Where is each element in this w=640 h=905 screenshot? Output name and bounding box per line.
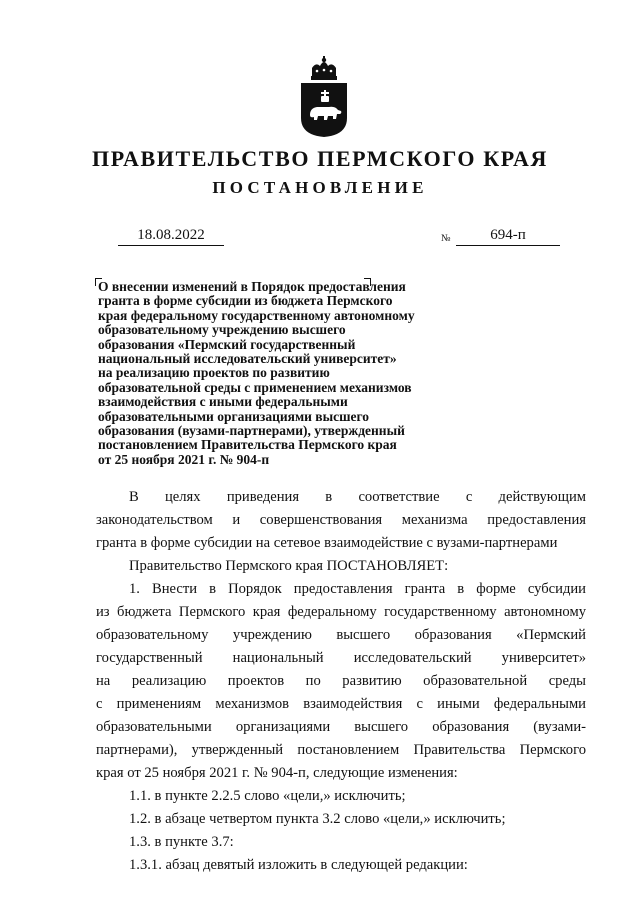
document-date: 18.08.2022 bbox=[118, 227, 224, 246]
subject-line: образования «Пермский государственный bbox=[98, 336, 356, 352]
item-1-line: партнерами), утвержденный постановлением Правительства Пермского bbox=[96, 742, 586, 758]
crown-icon bbox=[311, 56, 337, 80]
subject-line: образования (вузами-партнерами), утвержденный bbox=[98, 423, 405, 439]
item-1-line: на реализацию проектов по развитию образовательной среды bbox=[96, 673, 586, 689]
subject-line: национальный исследовательский университет» bbox=[98, 351, 397, 367]
subject-line: образовательной среды с применением механизмов bbox=[98, 379, 412, 395]
item-1-line: с применениям механизмов взаимодействия с иными федеральными bbox=[96, 696, 586, 712]
preamble-line: законодательством и совершенствования механизма предоставления bbox=[96, 512, 586, 528]
subject-line: О внесении изменений в Порядок предоставления bbox=[98, 279, 406, 294]
subject-line: гранта в форме субсидии из бюджета Пермского bbox=[98, 293, 393, 309]
resolution-statement: Правительство Пермского края ПОСТАНОВЛЯЕТ: bbox=[129, 558, 449, 574]
sub-item: 1.2. в абзаце четвертом пункта 3.2 слово «цели,» исключить; bbox=[129, 811, 506, 827]
item-1-line: образовательному учреждению высшего образования «Пермский bbox=[96, 627, 586, 643]
subject-line: образовательному учреждению высшего bbox=[98, 322, 346, 338]
preamble-line: В целях приведения в соответствие с действующим bbox=[129, 489, 586, 505]
preamble-line: гранта в форме субсидии на сетевое взаимодействие с вузами-партнерами bbox=[96, 535, 558, 551]
subject-line: постановлением Правительства Пермского края bbox=[98, 437, 397, 453]
item-1-line: образовательными организациями высшего образования (вузами- bbox=[96, 719, 586, 735]
sub-item: 1.3. в пункте 3.7: bbox=[129, 834, 234, 850]
subject-line: от 25 ноября 2021 г. № 904-п bbox=[98, 451, 270, 467]
document-number: 694-п bbox=[456, 227, 560, 246]
item-1-line: из бюджета Пермского края федеральному государственному автономному bbox=[96, 604, 586, 620]
subject-line: на реализацию проектов по развитию bbox=[98, 365, 330, 381]
number-sign: № bbox=[441, 233, 451, 244]
document-body bbox=[96, 486, 586, 877]
perm-krai-coat-of-arms bbox=[298, 56, 350, 138]
subject-line: края федеральному государственному автономному bbox=[98, 307, 415, 323]
item-1-line: края от 25 ноября 2021 г. № 904-п, следующие изменения: bbox=[96, 765, 458, 781]
item-1-line: 1. Внести в Порядок предоставления гранта в форме субсидии bbox=[129, 581, 586, 597]
subject-line: взаимодействия с иными федеральными bbox=[98, 394, 348, 410]
sub-item: 1.3.1. абзац девятый изложить в следующей редакции: bbox=[129, 857, 468, 873]
document-type: ПОСТАНОВЛЕНИЕ bbox=[212, 178, 428, 197]
item-1-line: государственный национальный исследовательский университет» bbox=[96, 650, 586, 666]
government-title: ПРАВИТЕЛЬСТВО ПЕРМСКОГО КРАЯ bbox=[92, 146, 548, 171]
subject-line: образовательными организациями высшего bbox=[98, 408, 370, 424]
sub-item: 1.1. в пункте 2.2.5 слово «цели,» исключить; bbox=[129, 788, 406, 804]
document-subject bbox=[98, 280, 478, 467]
